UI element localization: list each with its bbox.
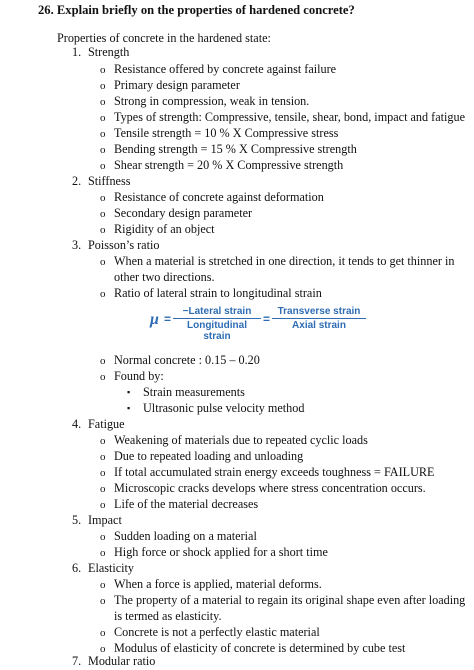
- fraction-transverse-axial: [272, 306, 366, 331]
- section-heading: 5. Impact: [72, 513, 122, 527]
- list-item: o Weakening of materials due to repeated cyclic loads: [100, 433, 368, 447]
- bullet-icon: o: [100, 371, 106, 383]
- list-item: o Types of strength: Compressive, tensile, shear, bond, impact and fatigue: [100, 110, 465, 124]
- bullet-icon: o: [100, 80, 106, 92]
- section-heading: 3. Poisson’s ratio: [72, 238, 160, 252]
- list-item: o Due to repeated loading and unloading: [100, 449, 304, 463]
- bullet-icon: o: [100, 160, 106, 172]
- intro-text: Properties of concrete in the hardened state:: [57, 31, 271, 45]
- formula-symbol: μ: [150, 311, 159, 328]
- bullet-icon: o: [100, 435, 106, 447]
- question-title: Explain briefly on the properties of hardened concrete?: [56, 3, 355, 17]
- question-number: 26.: [38, 3, 54, 17]
- list-item: o Concrete is not a perfectly elastic material: [100, 625, 320, 639]
- question-heading: [38, 3, 355, 18]
- section-heading: 1. Strength: [72, 45, 130, 59]
- bullet-icon: o: [100, 595, 106, 607]
- fraction-lateral-longitudinal: [173, 306, 261, 342]
- bullet-icon: o: [100, 643, 106, 655]
- bullet-icon: o: [100, 64, 106, 76]
- square-bullet-icon: ▪: [127, 387, 131, 397]
- section-heading: 7. Modular ratio: [72, 654, 156, 668]
- list-item: o Modulus of elasticity of concrete is determined by cube test: [100, 641, 406, 655]
- list-item-continuation: is termed as elasticity.: [114, 609, 222, 623]
- list-item: o If total accumulated strain energy exceeds toughness = FAILURE: [100, 465, 435, 479]
- list-item: o Primary design parameter: [100, 78, 240, 92]
- list-item: o Rigidity of an object: [100, 222, 215, 236]
- poisson-ratio-formula: [150, 306, 366, 342]
- section-heading: 2. Stiffness: [72, 174, 131, 188]
- bullet-icon: o: [100, 192, 106, 204]
- bullet-icon: o: [100, 112, 106, 124]
- bullet-icon: o: [100, 579, 106, 591]
- bullet-icon: o: [100, 288, 106, 300]
- list-item: o Life of the material decreases: [100, 497, 259, 511]
- list-item: o Microscopic cracks develops where stress concentration occurs.: [100, 481, 426, 495]
- list-item: o Secondary design parameter: [100, 206, 253, 220]
- list-item: o Ratio of lateral strain to longitudinal strain: [100, 286, 322, 300]
- square-bullet-icon: ▪: [127, 403, 131, 413]
- bullet-icon: o: [100, 531, 106, 543]
- sub-list-item: ▪ Ultrasonic pulse velocity method: [127, 401, 305, 415]
- bullet-icon: o: [100, 483, 106, 495]
- list-item: o Resistance offered by concrete against failure: [100, 62, 337, 76]
- formula-equals: =: [263, 312, 271, 326]
- formula-numerator: −Lateral strain: [173, 306, 261, 319]
- list-item: o When a force is applied, material deforms.: [100, 577, 322, 591]
- list-item: o The property of a material to regain its original shape even after loading: [100, 593, 466, 607]
- list-item: o Sudden loading on a material: [100, 529, 257, 543]
- list-item: o High force or shock applied for a short time: [100, 545, 328, 559]
- formula-numerator: Transverse strain: [272, 306, 366, 319]
- section-heading: 6. Elasticity: [72, 561, 135, 575]
- bullet-icon: o: [100, 256, 106, 268]
- bullet-icon: o: [100, 547, 106, 559]
- sub-list-item: ▪ Strain measurements: [127, 385, 245, 399]
- bullet-icon: o: [100, 144, 106, 156]
- bullet-icon: o: [100, 96, 106, 108]
- formula-denominator: Axial strain: [292, 320, 346, 331]
- list-item: o Tensile strength = 10 % X Compressive stress: [100, 126, 339, 140]
- list-item: o Strong in compression, weak in tension.: [100, 94, 310, 108]
- bullet-icon: o: [100, 451, 106, 463]
- formula-denominator: Longitudinal strain: [187, 320, 247, 342]
- list-item: o Shear strength = 20 % X Compressive strength: [100, 158, 344, 172]
- section-heading: 4. Fatigue: [72, 417, 125, 431]
- bullet-icon: o: [100, 128, 106, 140]
- bullet-icon: o: [100, 355, 106, 367]
- bullet-icon: o: [100, 208, 106, 220]
- formula-equals: =: [164, 312, 172, 326]
- bullet-icon: o: [100, 224, 106, 236]
- bullet-icon: o: [100, 467, 106, 479]
- list-item-continuation: other two directions.: [114, 270, 215, 284]
- list-item: o Bending strength = 15 % X Compressive strength: [100, 142, 357, 156]
- list-item: o Resistance of concrete against deformation: [100, 190, 324, 204]
- bullet-icon: o: [100, 499, 106, 511]
- list-item: o When a material is stretched in one direction, it tends to get thinner in: [100, 254, 455, 268]
- list-item: o Normal concrete : 0.15 – 0.20: [100, 353, 260, 367]
- bullet-icon: o: [100, 627, 106, 639]
- list-item: o Found by:: [100, 369, 164, 383]
